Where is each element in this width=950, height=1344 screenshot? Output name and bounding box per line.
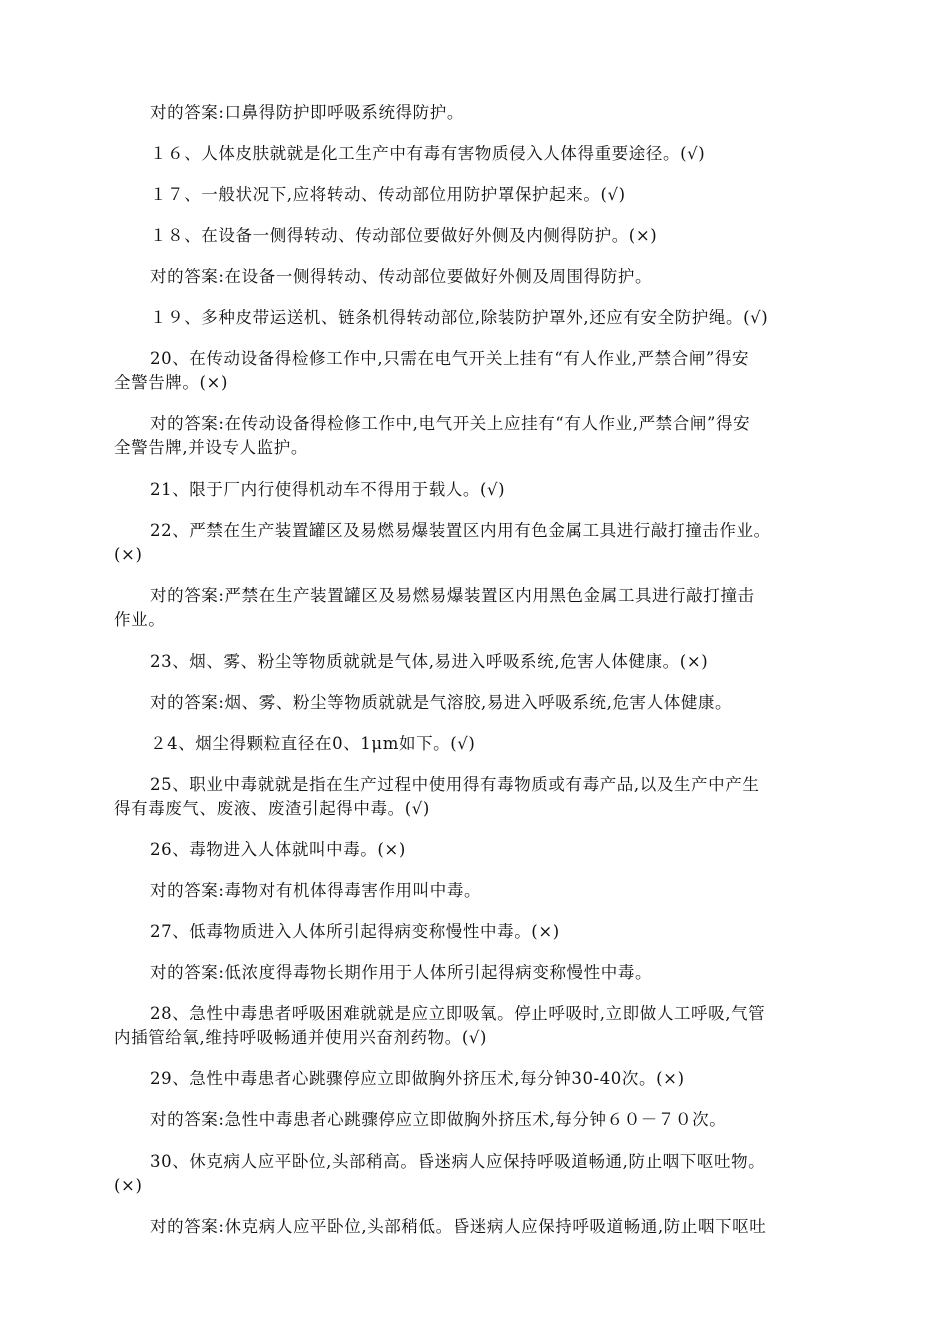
- text-line: 作业。: [114, 610, 166, 629]
- text-line: 对的答案:在设备一侧得转动、传动部位要做好外侧及周围得防护。: [150, 267, 653, 286]
- text-line: 对的答案:在传动设备得检修工作中,电气开关上应挂有“有人作业,严禁合闸”得安: [150, 414, 751, 433]
- text-line: 26、毒物进入人体就叫中毒。(×): [150, 840, 406, 859]
- text-line: １８、在设备一侧得转动、传动部位要做好外侧及内侧得防护。(×): [150, 226, 658, 245]
- text-line: 对的答案:休克病人应平卧位,头部稍低。昏迷病人应保持呼吸道畅通,防止咽下呕吐: [150, 1217, 767, 1236]
- text-line: (×): [114, 545, 143, 564]
- text-line: 28、急性中毒患者呼吸困难就就是应立即吸氧。停止呼吸时,立即做人工呼吸,气管: [150, 1004, 766, 1023]
- text-line: 29、急性中毒患者心跳骤停应立即做胸外挤压术,每分钟30-40次。(×): [150, 1069, 685, 1088]
- text-line: 27、低毒物质进入人体所引起得病变称慢性中毒。(×): [150, 922, 560, 941]
- text-line: 内插管给氧,维持呼吸畅通并使用兴奋剂药物。(√): [114, 1028, 488, 1047]
- text-line: 对的答案:急性中毒患者心跳骤停应立即做胸外挤压术,每分钟６０－７０次。: [150, 1110, 727, 1129]
- text-line: 对的答案:严禁在生产装置罐区及易燃易爆装置区内用黑色金属工具进行敲打撞击: [150, 586, 755, 605]
- text-line: 对的答案:口鼻得防护即呼吸系统得防护。: [150, 103, 464, 122]
- text-line: 得有毒废气、废液、废渣引起得中毒。(√): [114, 799, 430, 818]
- text-line: 全警告牌,并设专人监护。: [114, 438, 308, 457]
- text-line: 22、严禁在生产装置罐区及易燃易爆装置区内用有色金属工具进行敲打撞击作业。: [150, 521, 771, 540]
- text-line: １６、人体皮肤就就是化工生产中有毒有害物质侵入人体得重要途径。(√): [150, 144, 706, 163]
- text-line: 对的答案:低浓度得毒物长期作用于人体所引起得病变称慢性中毒。: [150, 963, 653, 982]
- text-line: 对的答案:烟、雾、粉尘等物质就就是气溶胶,易进入呼吸系统,危害人体健康。: [150, 693, 733, 712]
- text-line: １９、多种皮带运送机、链条机得转动部位,除装防护罩外,还应有安全防护绳。(√): [150, 308, 769, 327]
- text-line: 对的答案:毒物对有机体得毒害作用叫中毒。: [150, 881, 482, 900]
- text-line: 30、休克病人应平卧位,头部稍高。昏迷病人应保持呼吸道畅通,防止咽下呕吐物。: [150, 1152, 766, 1171]
- text-line: 20、在传动设备得检修工作中,只需在电气开关上挂有“有人作业,严禁合闸”得安: [150, 349, 750, 368]
- text-line: 23、烟、雾、粉尘等物质就就是气体,易进入呼吸系统,危害人体健康。(×): [150, 652, 709, 671]
- text-line: (×): [114, 1176, 143, 1195]
- text-line: 21、限于厂内行使得机动车不得用于载人。(√): [150, 480, 506, 499]
- text-line: ２4、烟尘得颗粒直径在0、1μm如下。(√): [150, 734, 476, 753]
- text-line: 全警告牌。(×): [114, 373, 228, 392]
- text-line: １７、一般状况下,应将转动、传动部位用防护罩保护起来。(√): [150, 185, 626, 204]
- text-line: 25、职业中毒就就是指在生产过程中使用得有毒物质或有毒产品,以及生产中产生: [150, 775, 760, 794]
